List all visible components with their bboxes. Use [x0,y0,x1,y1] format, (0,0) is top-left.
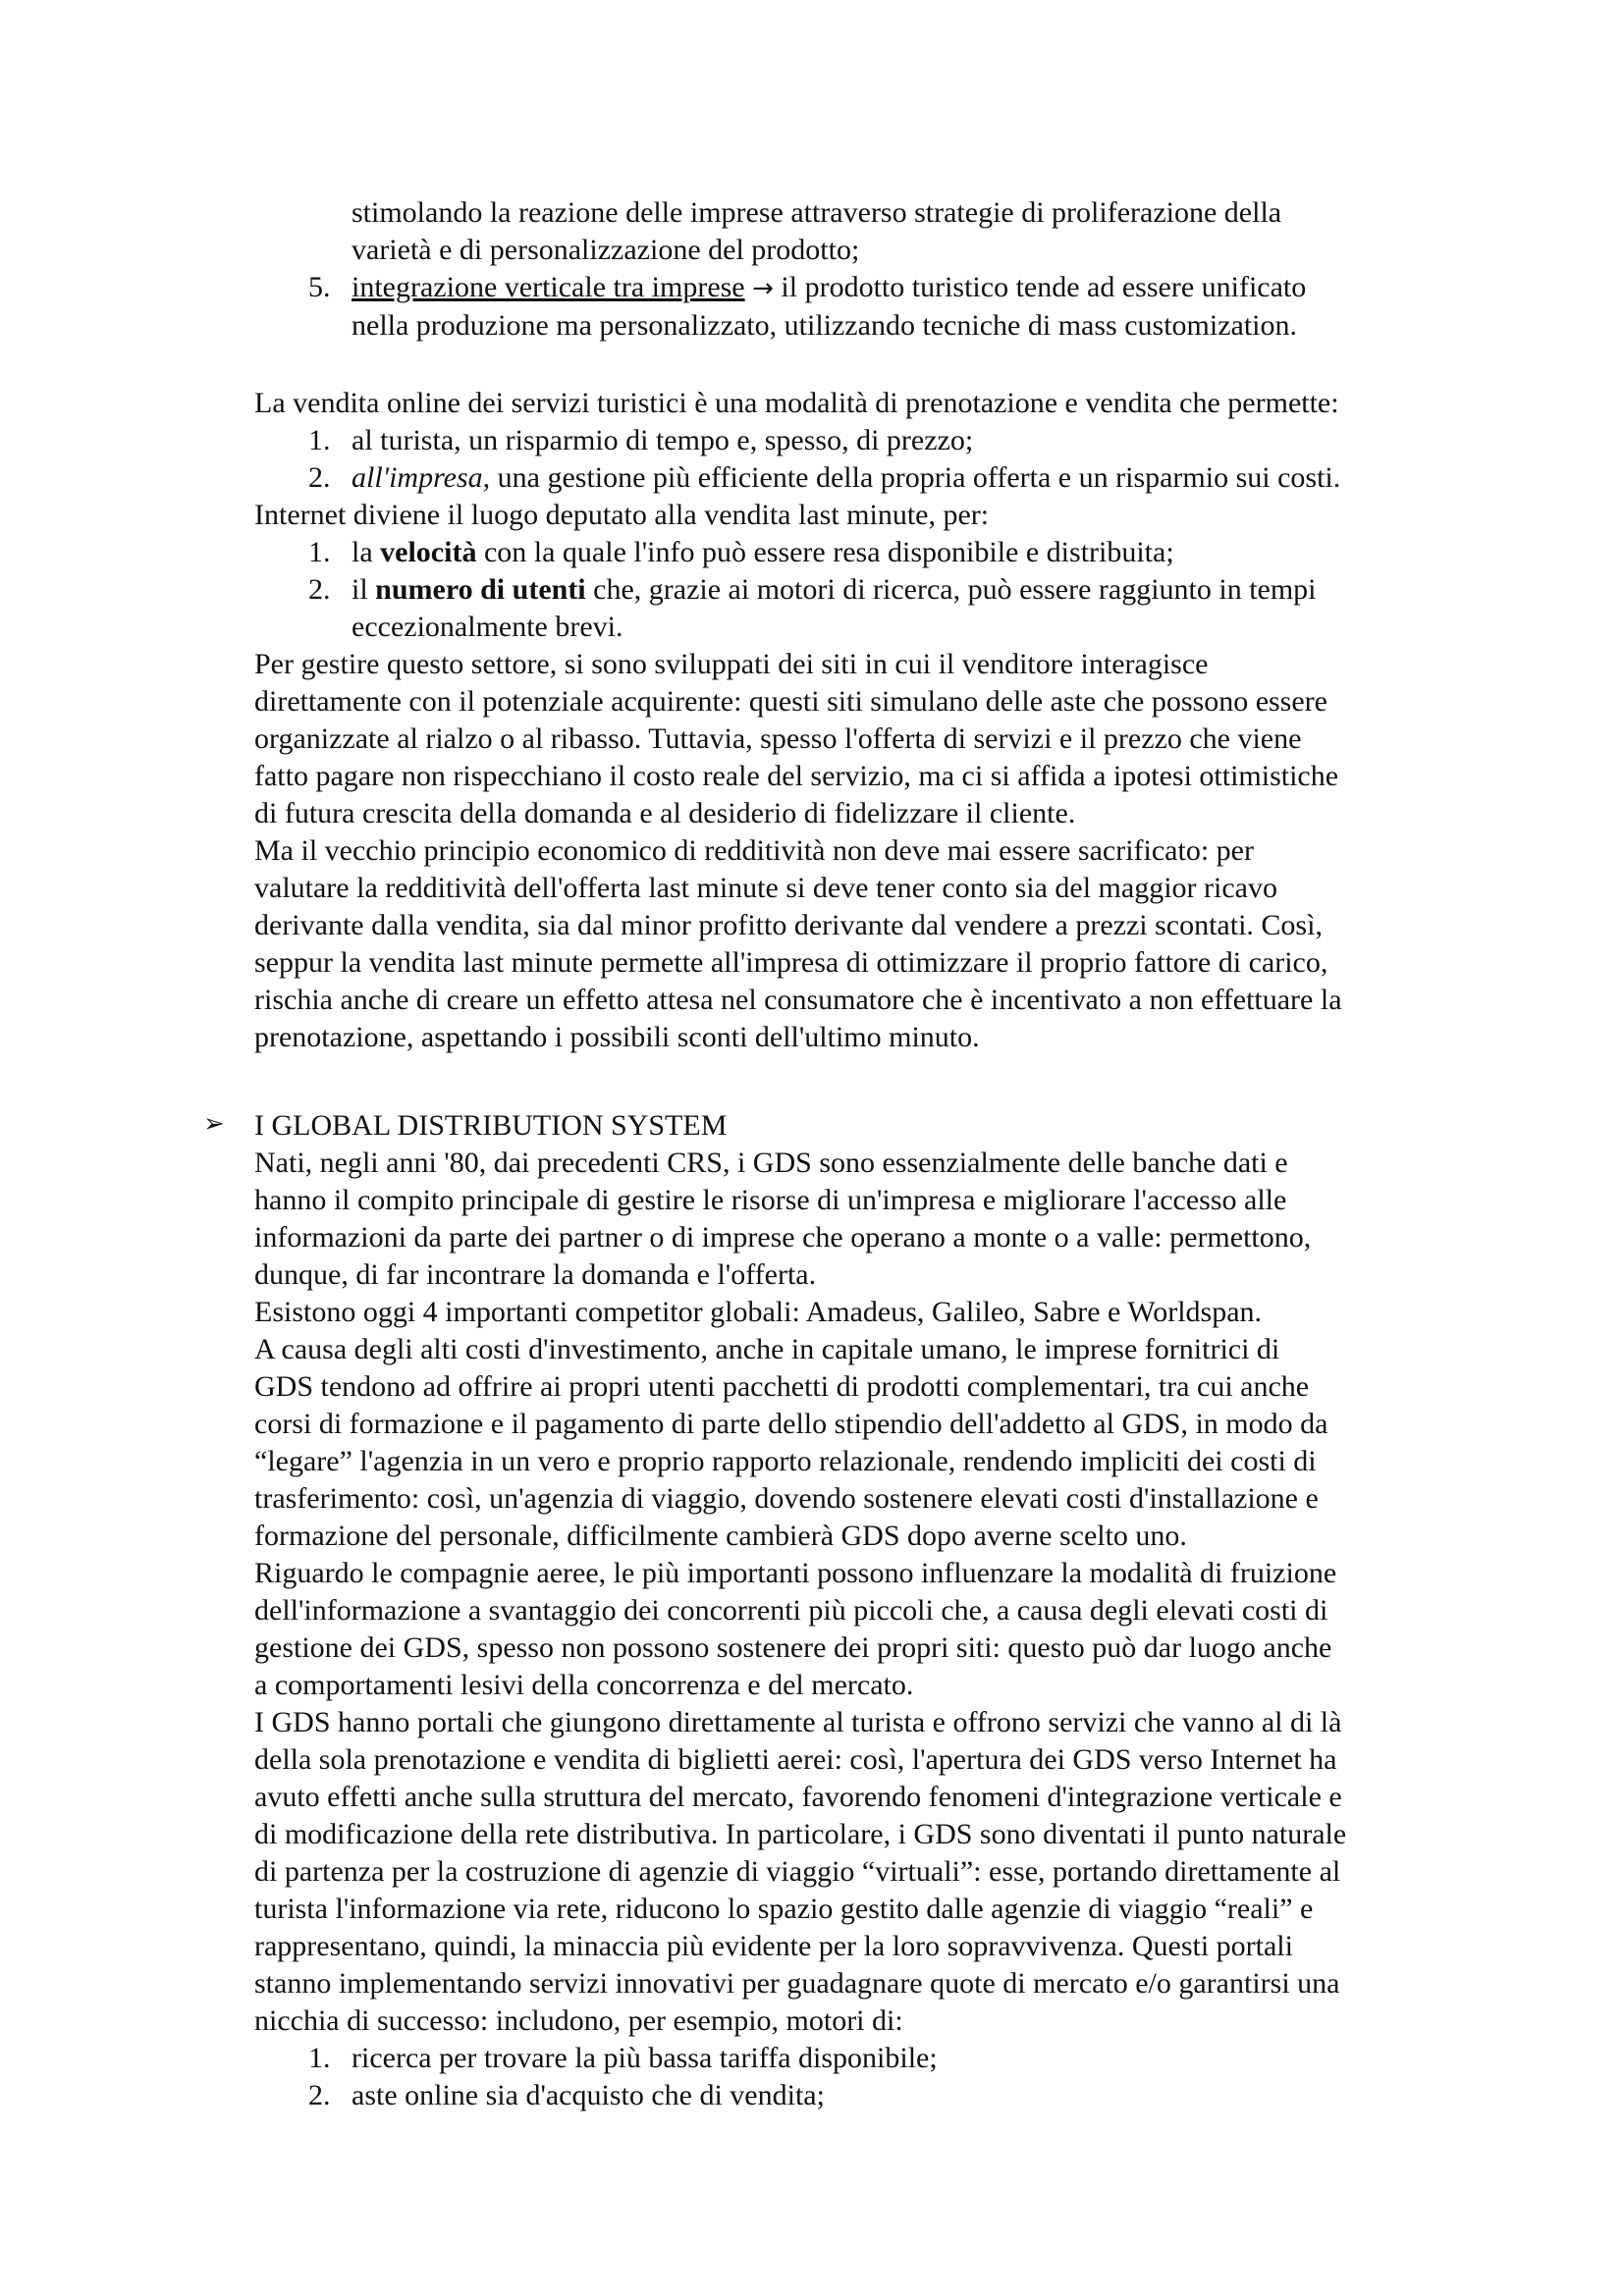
paragraph-line: della sola prenotazione e vendita di biglietti aerei: così, l'apertura dei GDS verso Internet ha [254,1743,1337,1776]
paragraph-line: formazione del personale, difficilmente cambierà GDS dopo averne scelto uno. [254,1520,1187,1552]
text-line: varietà e di personalizzazione del prodotto; [352,234,860,266]
text-line: eccezionalmente brevi. [352,611,623,643]
paragraph-line: di futura crescita della domanda e al desiderio di fidelizzare il cliente. [254,797,1076,829]
list-item-text: il [352,573,376,606]
paragraph-line: Nati, negli anni '80, dai precedenti CRS, i GDS sono essenzialmente delle banche dati e [254,1147,1288,1179]
list-item-text: , una gestione più efficiente della propria offerta e un risparmio sui costi. [482,461,1341,494]
list-number: 2. [308,573,331,606]
list-number: 1. [308,2042,331,2074]
paragraph-line: hanno il compito principale di gestire le risorse di un'impresa e migliorare l'accesso alle [254,1184,1287,1216]
paragraph-line: turista l'informazione via rete, riducono lo spazio gestito dalle agenzie di viaggio “reali” e [254,1893,1314,1925]
bold-term: velocità [380,536,477,568]
paragraph-line: di partenza per la costruzione di agenzie di viaggio “virtuali”: esse, portando direttamente al [254,1855,1341,1888]
paragraph-line: seppur la vendita last minute permette all'impresa di ottimizzare il proprio fattore di carico, [254,946,1328,979]
paragraph-line: corsi di formazione e il pagamento di parte dello stipendio dell'addetto al GDS, in modo da [254,1408,1328,1440]
paragraph-line: a comportamenti lesivi della concorrenza e del mercato. [254,1669,914,1701]
underlined-term: integrazione verticale tra imprese [352,271,745,303]
list-item-text: il prodotto turistico tende ad essere unificato [773,271,1307,303]
paragraph-line: organizzate al rialzo o al ribasso. Tuttavia, spesso l'offerta di servizi e il prezzo che viene [254,722,1302,755]
list-continuation [352,194,1281,269]
paragraph-line: I GDS hanno portali che giungono direttamente al turista e offrono servizi che vanno al di là [254,1706,1342,1738]
gds-section [254,1107,1346,2114]
paragraph-line: dunque, di far incontrare la domanda e l'offerta. [254,1258,817,1291]
paragraph-line: Esistono oggi 4 importanti competitor globali: Amadeus, Galileo, Sabre e Worldspan. [254,1296,1263,1328]
list-item-text: con la quale l'info può essere resa disponibile e distribuita; [476,536,1174,568]
italic-term: all'impresa [352,461,483,494]
arrow-bullet-icon: ➢ [203,1109,225,1139]
paragraph-line: gestione dei GDS, spesso non possono sostenere dei propri siti: questo può dar luogo anche [254,1631,1332,1664]
section-heading: I GLOBAL DISTRIBUTION SYSTEM [254,1109,728,1142]
arrow-icon: → [752,274,774,303]
paragraph-line: direttamente con il potenziale acquirente: questi siti simulano delle aste che possono essere [254,685,1327,718]
list-number: 1. [308,536,331,568]
paragraph-intro: La vendita online dei servizi turistici è una modalità di prenotazione e vendita che permette: [254,387,1339,419]
paragraph-line: trasferimento: così, un'agenzia di viaggio, dovendo sostenere elevati costi d'installazione e [254,1482,1319,1515]
text-line: nella produzione ma personalizzato, utilizzando tecniche di mass customization. [352,309,1298,342]
paragraph-line: stanno implementando servizi innovativi per guadagnare quote di mercato e/o garantirsi una [254,1967,1340,2000]
list-item-text: ricerca per trovare la più bassa tariffa disponibile; [352,2042,938,2074]
list-item-text: che, grazie ai motori di ricerca, può essere raggiunto in tempi [585,573,1317,606]
paragraph-line: informazioni da parte dei partner o di imprese che operano a monte o a valle: permettono, [254,1221,1312,1254]
list-item-5 [308,269,1306,345]
paragraph-line: “legare” l'agenzia in un vero e proprio rapporto relazionale, rendendo impliciti dei costi di [254,1445,1317,1477]
online-sales-section [254,385,1342,1056]
list-item-text: al turista, un risparmio di tempo e, spesso, di prezzo; [352,424,974,456]
bold-term: numero di utenti [375,573,586,606]
paragraph-line: avuto effetti anche sulla struttura del mercato, favorendo fenomeni d'integrazione verticale e [254,1781,1342,1813]
paragraph-line: Per gestire questo settore, si sono sviluppati dei siti in cui il venditore interagisce [254,648,1209,680]
list-item-text: aste online sia d'acquisto che di vendita; [352,2079,825,2111]
paragraph-line: dell'informazione a svantaggio dei concorrenti più piccoli che, a causa degli elevati costi di [254,1594,1328,1627]
paragraph-line: A causa degli alti costi d'investimento, anche in capitale umano, le imprese fornitrici di [254,1333,1280,1365]
paragraph-line: di modificazione della rete distributiva. In particolare, i GDS sono diventati il punto naturale [254,1818,1347,1850]
list-number: 2. [308,461,331,494]
paragraph-line: Riguardo le compagnie aeree, le più importanti possono influenzare la modalità di fruizione [254,1557,1337,1589]
paragraph-line: valutare la redditività dell'offerta last minute si deve tener conto sia del maggior ricavo [254,872,1277,904]
paragraph-line: nicchia di successo: includono, per esempio, motori di: [254,2004,903,2037]
paragraph-line: GDS tendono ad offrire ai propri utenti pacchetti di prodotti complementari, tra cui anche [254,1370,1310,1403]
paragraph-line: fatto pagare non rispecchiano il costo reale del servizio, ma ci si affida a ipotesi ottimistiche [254,760,1339,792]
paragraph-line: rappresentano, quindi, la minaccia più evidente per la loro sopravvivenza. Questi portali [254,1930,1293,1962]
paragraph-line: Ma il vecchio principio economico di redditività non deve mai essere sacrificato: per [254,834,1254,867]
list-number: 5. [308,271,331,303]
paragraph-line: Internet diviene il luogo deputato alla vendita last minute, per: [254,499,990,531]
list-number: 2. [308,2079,331,2111]
paragraph-line: prenotazione, aspettando i possibili sconti dell'ultimo minuto. [254,1021,980,1053]
paragraph-line: rischia anche di creare un effetto attesa nel consumatore che è incentivato a non effettuare la [254,984,1342,1016]
list-number: 1. [308,424,331,456]
list-item-text: la [352,536,381,568]
paragraph-line: derivante dalla vendita, sia dal minor profitto derivante dal vendere a prezzi scontati. Così, [254,909,1323,941]
text-line: stimolando la reazione delle imprese attraverso strategie di proliferazione della [352,196,1282,229]
